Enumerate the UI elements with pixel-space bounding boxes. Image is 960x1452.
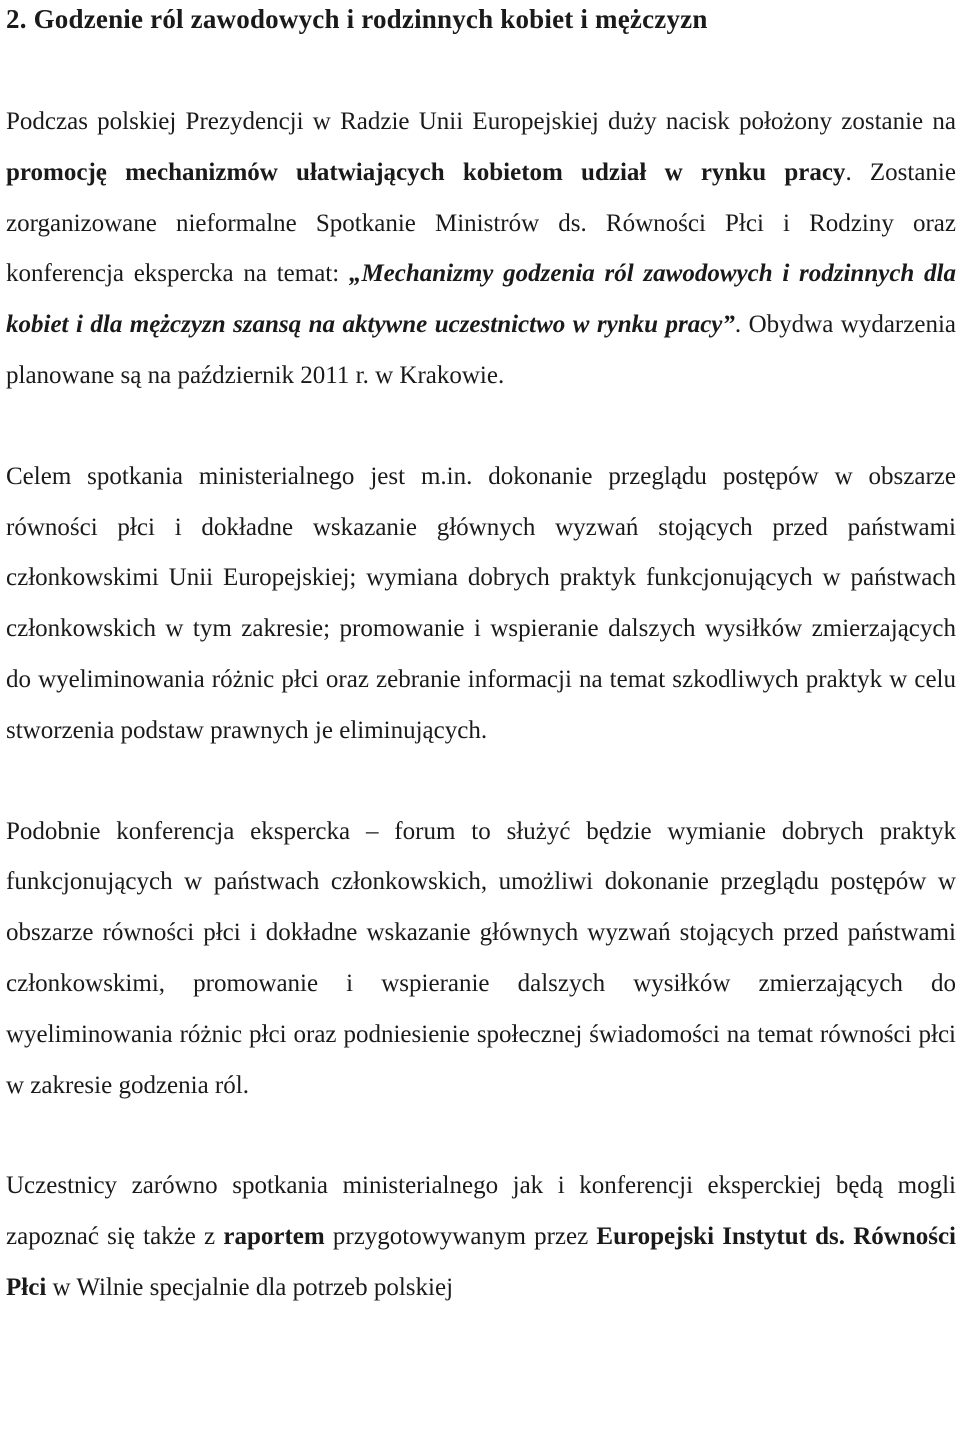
bold-phrase: raportem	[223, 1223, 325, 1251]
paragraph-text: Uczestnicy zarówno spotkania ministerialnego jak i konferencji eksperckiej będą mogli zapoznać się także z	[6, 1172, 956, 1251]
paragraph-text: . Obydwa wydarzenia planowane są na październik 2011 r. w Krakowie.	[6, 311, 956, 389]
bold-phrase: promocję mechanizmów ułatwiających kobietom udział w rynku pracy	[6, 158, 846, 186]
conference-title: „Mechanizmy godzenia ról zawodowych i rodzinnych dla kobiet i dla mężczyzn szansą na aktywne uczestnictwo w rynku pracy”	[6, 260, 957, 339]
document-page	[6, 0, 956, 1314]
paragraph-text: Podczas polskiej Prezydencji w Radzie Unii Europejskiej duży nacisk położony zostanie na	[6, 108, 956, 135]
paragraph-text: przygotowywanym przez	[324, 1223, 597, 1251]
paragraph-presidency	[6, 97, 956, 402]
paragraph-meeting-goal: Celem spotkania ministerialnego jest m.in. dokonanie przeglądu postępów w obszarze równości płci i dokładne wskazanie głównych wyzwań stojących przed państwami członkowskimi Unii Europejskiej; wymiana dobrych praktyk funkcjonujących w państwach członkowskich w tym zakresie; promowanie i wspieranie dalszych wysiłków zmierzających do wyeliminowania różnic płci oraz zebranie informacji na temat szkodliwych praktyk w celu stworzenia podstaw prawnych je eliminujących.	[6, 462, 956, 744]
section-heading: 2. Godzenie ról zawodowych i rodzinnych kobiet i mężczyzn	[6, 4, 708, 34]
paragraph-conference: Podobnie konferencja ekspercka – forum to służyć będzie wymianie dobrych praktyk funkcjonujących w państwach członkowskich, umożliwi dokonanie przeglądu postępów w obszarze równości płci i dokładne wskazanie głównych wyzwań stojących przed państwami członkowskimi, promowanie i wspieranie dalszych wysiłków zmierzających do wyeliminowania różnic płci oraz podniesienie społecznej świadomości na temat równości płci w zakresie godzenia ról.	[6, 817, 956, 1099]
paragraph-participants	[6, 1161, 956, 1313]
paragraph-text: w Wilnie specjalnie dla potrzeb polskiej	[46, 1273, 454, 1301]
institute-name: Europejski Instytut ds. Równości Płci	[6, 1223, 956, 1301]
paragraph-text: . Zostanie zorganizowane nieformalne Spotkanie Ministrów ds. Równości Płci i Rodziny oraz konferencja ekspercka na temat:	[6, 158, 956, 288]
